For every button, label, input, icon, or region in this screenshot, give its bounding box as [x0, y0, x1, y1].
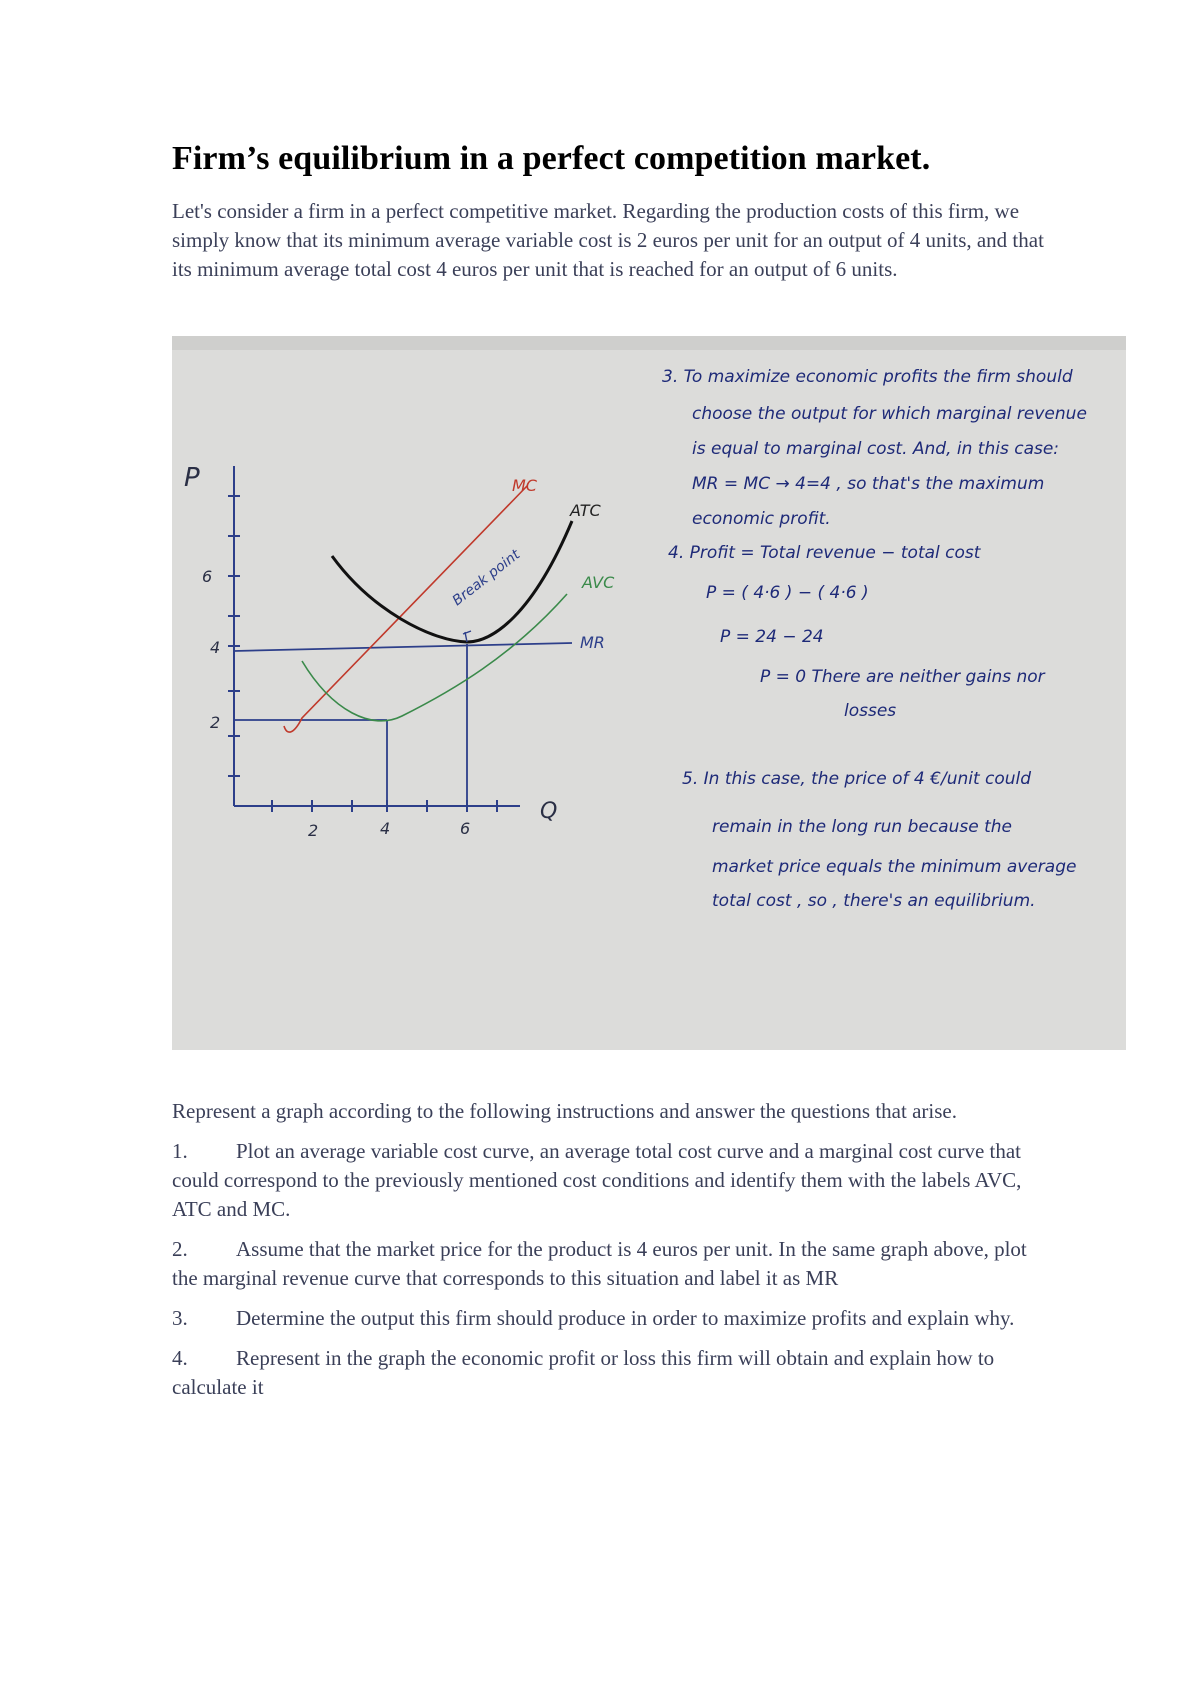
instruction-item — [172, 1304, 1052, 1333]
break-point-label: Break point — [449, 546, 524, 610]
note-line: economic profit. — [692, 509, 831, 529]
item-text: Plot an average variable cost curve, an average total cost curve and a marginal cost curve that could correspond to the previously mentioned cost conditions and identify them with the labels AVC, ATC and MC. — [172, 1139, 1022, 1221]
note-line: MR = MC → 4=4 , so that's the maximum — [692, 474, 1045, 494]
item-text: Determine the output this firm should produce in order to maximize profits and explain why. — [236, 1306, 1015, 1330]
avc-label: AVC — [582, 573, 615, 592]
note-line: 5. In this case, the price of 4 €/unit could — [682, 769, 1032, 789]
note-line: losses — [844, 701, 897, 721]
instructions-section — [172, 1097, 1052, 1413]
x-tick-label: 2 — [308, 821, 319, 840]
graph-sketch — [172, 336, 1126, 1050]
note-line: total cost , so , there's an equilibrium. — [712, 891, 1036, 911]
note-line: 3. To maximize economic profits the firm should — [662, 367, 1073, 387]
instruction-item — [172, 1137, 1052, 1224]
note-line: P = 24 − 24 — [720, 627, 824, 647]
note-line: remain in the long run because the — [712, 817, 1012, 837]
instructions-lead: Represent a graph according to the following instructions and answer the questions that arise. — [172, 1099, 957, 1123]
item-number: 2. — [172, 1237, 188, 1261]
note-line: P = ( 4·6 ) − ( 4·6 ) — [706, 583, 869, 603]
instruction-item — [172, 1344, 1052, 1402]
atc-label: ATC — [570, 501, 601, 520]
note-line: P = 0 There are neither gains nor — [760, 667, 1045, 687]
x-tick-label: 6 — [460, 819, 471, 838]
handwritten-graph-photo — [172, 336, 1126, 1050]
y-tick-label: 6 — [202, 567, 213, 586]
item-number: 3. — [172, 1306, 188, 1330]
x-tick-label: 4 — [380, 819, 391, 838]
item-number: 1. — [172, 1139, 188, 1163]
y-tick-label: 2 — [210, 713, 221, 732]
page-title: Firm’s equilibrium in a perfect competition market. — [172, 140, 931, 177]
mc-label: MC — [512, 476, 537, 495]
mr-label: MR — [580, 633, 605, 652]
intro-paragraph: Let's consider a firm in a perfect competitive market. Regarding the production costs of this firm, we simply know that its minimum average variable cost is 2 euros per unit for an output of 4 units, and that its minimum average total cost 4 euros per unit that is reached for an output of 6 units. — [172, 199, 1044, 281]
y-axis-label: P — [184, 463, 200, 493]
note-line: 4. Profit = Total revenue − total cost — [668, 543, 981, 563]
x-axis-label: Q — [540, 799, 558, 824]
instruction-item — [172, 1235, 1052, 1293]
y-tick-label: 4 — [210, 638, 221, 657]
note-line: market price equals the minimum average — [712, 857, 1077, 877]
note-line: choose the output for which marginal revenue — [692, 404, 1087, 424]
item-text: Assume that the market price for the product is 4 euros per unit. In the same graph above, plot the marginal revenue curve that corresponds to this situation and label it as MR — [172, 1237, 1027, 1290]
item-number: 4. — [172, 1346, 188, 1370]
note-line: is equal to marginal cost. And, in this case: — [692, 439, 1060, 459]
item-text: Represent in the graph the economic profit or loss this firm will obtain and explain how to calculate it — [172, 1346, 995, 1399]
